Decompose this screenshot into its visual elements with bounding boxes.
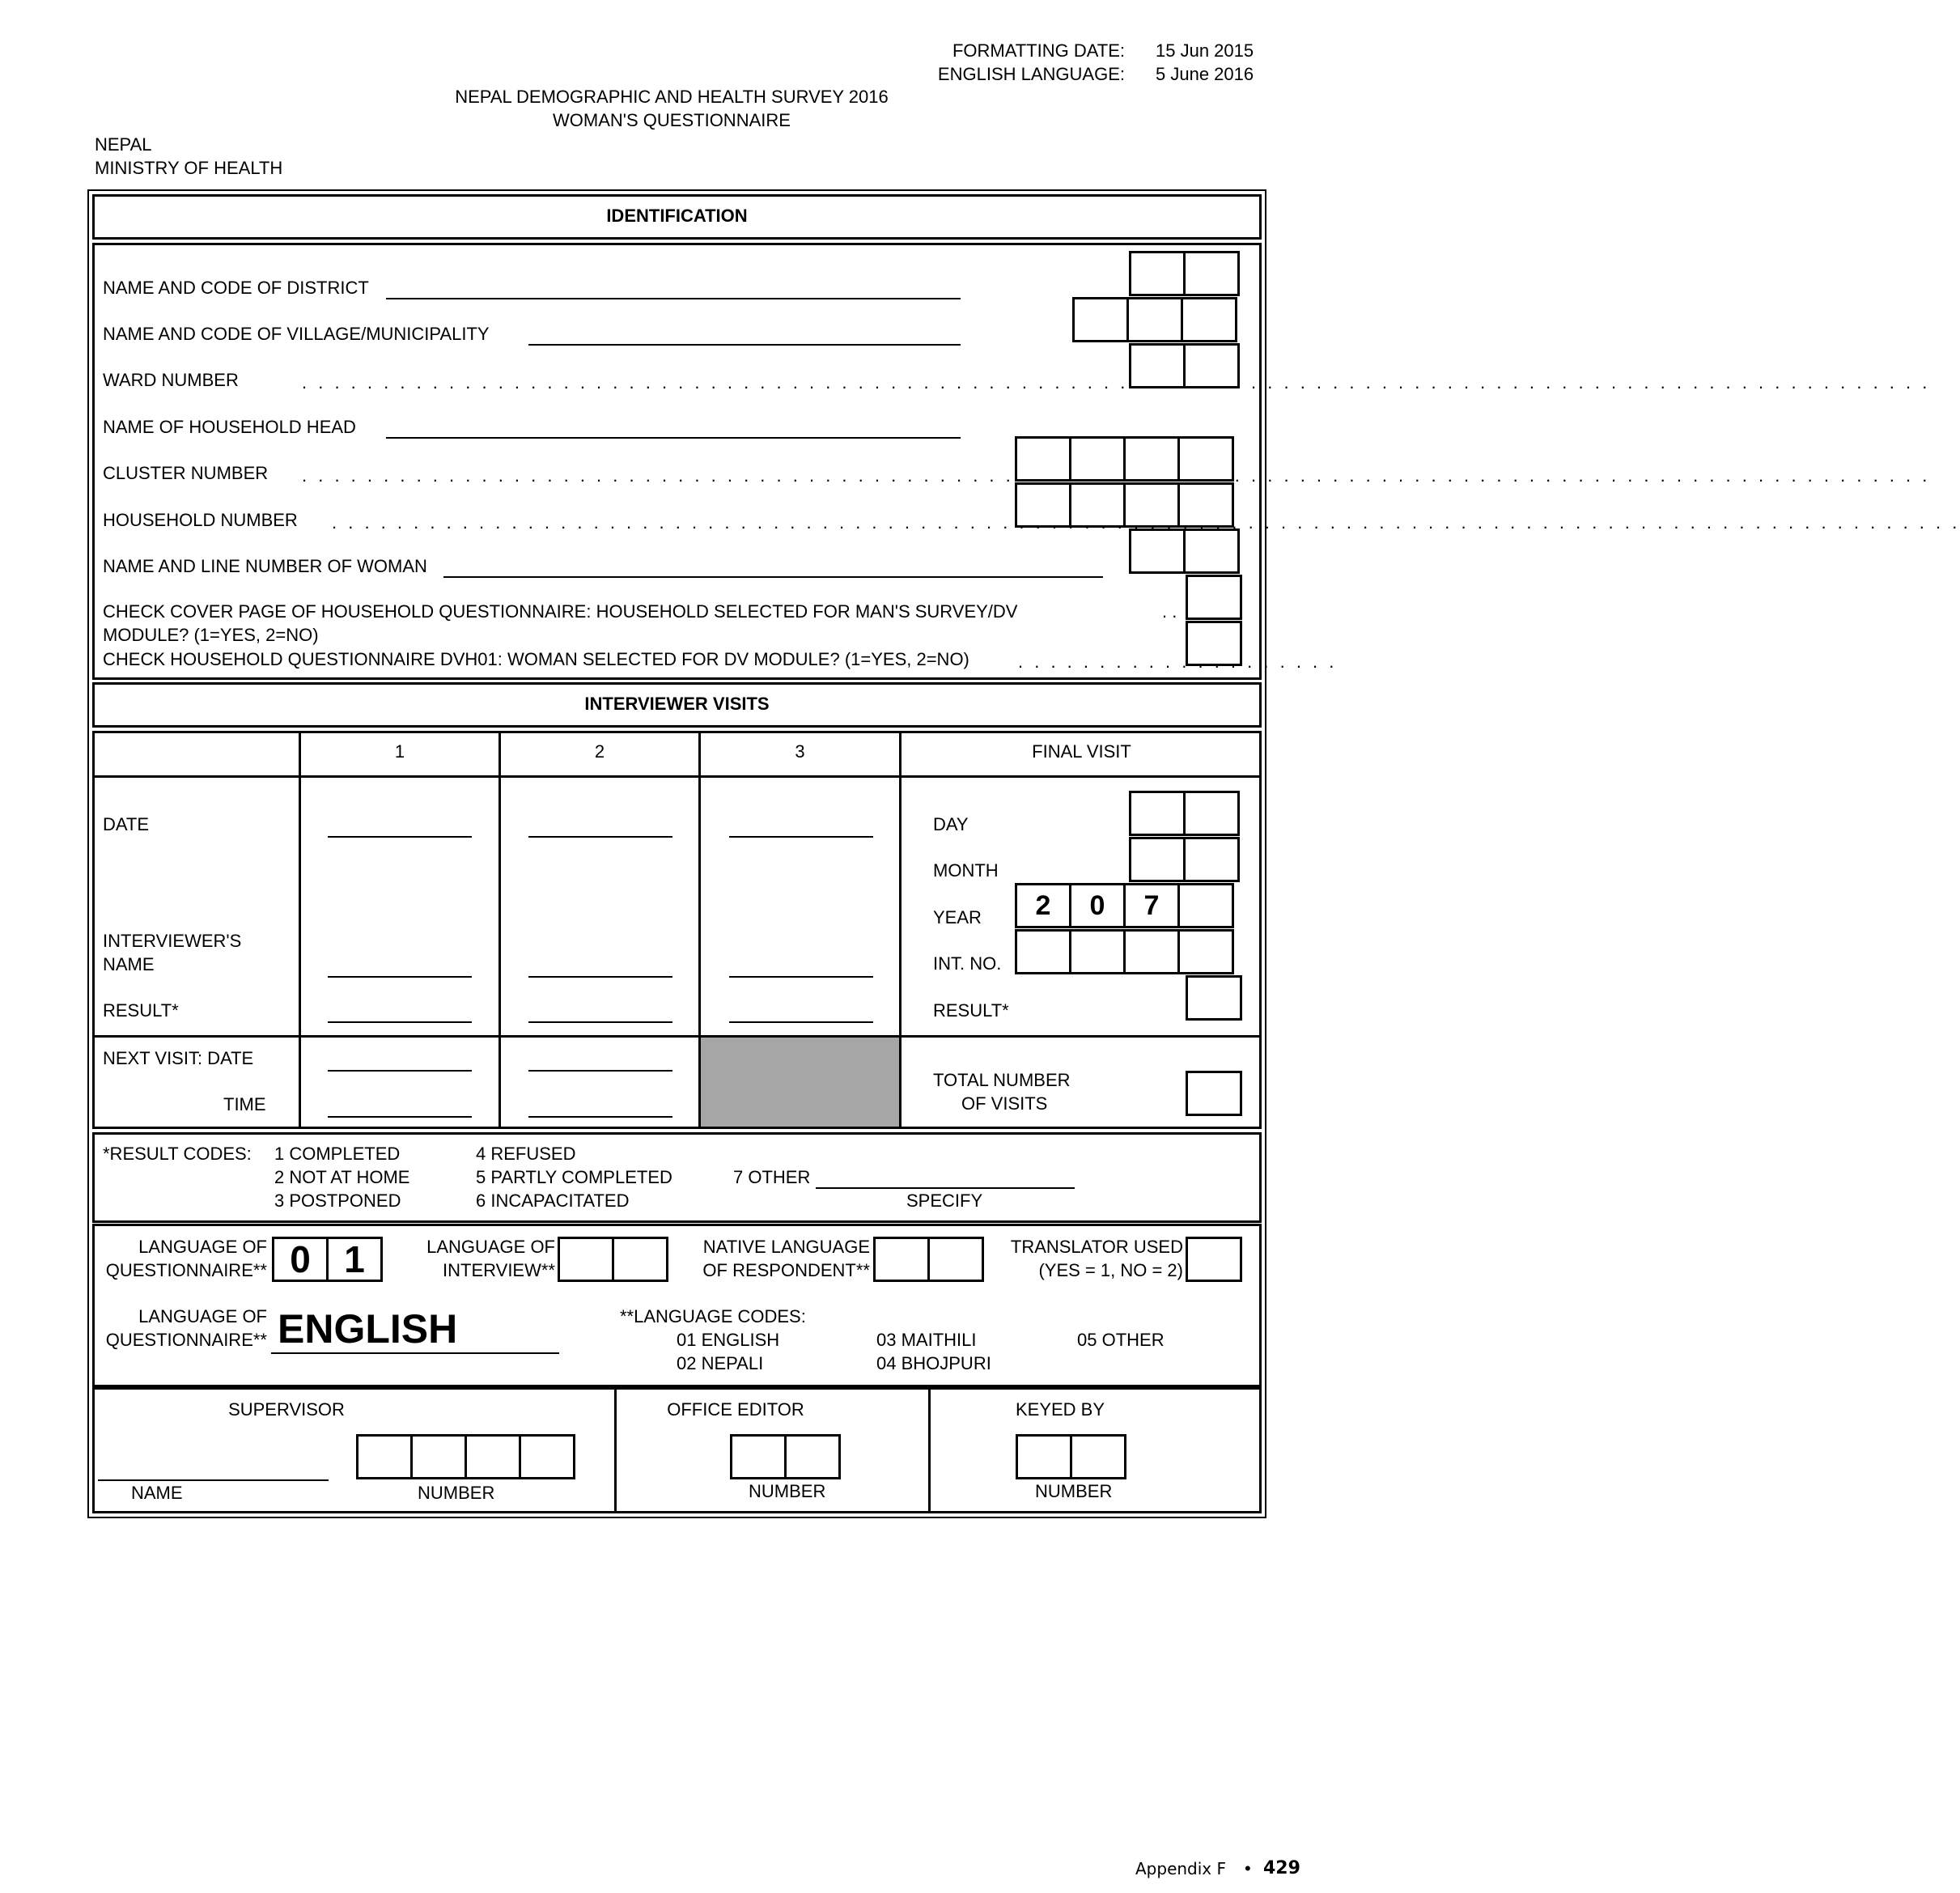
dv-module-selected-box[interactable]: [1186, 621, 1242, 666]
translator-used-label-2: (YES = 1, NO = 2): [1038, 1260, 1183, 1280]
date-label: DATE: [103, 814, 150, 834]
lang-interview-label-2: INTERVIEW**: [443, 1260, 555, 1280]
final-int-no-label: INT. NO.: [933, 953, 1002, 974]
cluster-label: CLUSTER NUMBER: [103, 463, 269, 483]
specify-label: SPECIFY: [906, 1191, 983, 1211]
visit2-interviewer-field[interactable]: [528, 976, 672, 978]
other-specify-field[interactable]: [816, 1187, 1075, 1189]
result-code-2: 2 NOT AT HOME: [274, 1167, 410, 1187]
visit-col-2: 2: [594, 741, 605, 762]
final-month-label: MONTH: [933, 860, 999, 881]
check-dvh01-dot-leader: . . . . . . . . . . . . . . . . . . . .: [1018, 652, 1338, 672]
translator-used-box[interactable]: [1186, 1237, 1242, 1282]
visits-col-divider-4: [899, 731, 902, 1129]
office-editor-number-label: NUMBER: [749, 1481, 826, 1501]
footer-bullet: •: [1245, 1858, 1251, 1878]
lang-questionnaire2-label-2: QUESTIONNAIRE**: [105, 1330, 267, 1350]
page-number: 429: [1263, 1858, 1300, 1878]
final-result-label: RESULT*: [933, 1000, 1009, 1021]
country-name: NEPAL: [95, 134, 152, 155]
result-code-6: 6 INCAPACITATED: [476, 1191, 630, 1211]
household-number-boxes[interactable]: [1015, 482, 1234, 528]
result-code-3: 3 POSTPONED: [274, 1191, 401, 1211]
result-code-1: 1 COMPLETED: [274, 1144, 401, 1164]
language-code-02: 02 NEPALI: [677, 1353, 764, 1373]
ministry-name: MINISTRY OF HEALTH: [95, 158, 283, 178]
final-year-label: YEAR: [933, 907, 982, 927]
language-code-04: 04 BHOJPURI: [876, 1353, 991, 1373]
result-codes-label: *RESULT CODES:: [103, 1144, 252, 1164]
visit3-date-field[interactable]: [729, 836, 873, 838]
keyed-by-label: KEYED BY: [1015, 1399, 1105, 1420]
language-code-01: 01 ENGLISH: [677, 1330, 780, 1350]
next-visit-time-label: TIME: [223, 1094, 266, 1114]
language-code-05: 05 OTHER: [1077, 1330, 1165, 1350]
cluster-dot-leader: . . . . . . . . . . . . . . . . . . . . . . . . . . . . . . . . . . . . . . . . . . . . . . . . . . . . . . . . . . . . . . . . . . . . . . . . . . . . . . . . . . . . . . . . . . . . . . . . . . . .: [302, 465, 1931, 486]
visits-col-divider-2: [498, 731, 501, 1129]
keyed-by-number-label: NUMBER: [1035, 1481, 1113, 1501]
result-code-7: 7 OTHER: [733, 1167, 811, 1187]
visit1-next-time-field[interactable]: [328, 1116, 472, 1118]
total-visits-label-1: TOTAL NUMBER: [933, 1070, 1071, 1090]
visit-col-3: 3: [795, 741, 805, 762]
lang-questionnaire-digit-1: 0: [272, 1237, 329, 1282]
survey-title: NEPAL DEMOGRAPHIC AND HEALTH SURVEY 2016: [455, 87, 889, 107]
lang-interview-label-1: LANGUAGE OF: [426, 1237, 555, 1257]
english-language-date: 5 June 2016: [1156, 64, 1254, 84]
household-label: HOUSEHOLD NUMBER: [103, 510, 298, 530]
result-code-5: 5 PARTLY COMPLETED: [476, 1167, 672, 1187]
village-code-boxes[interactable]: [1072, 297, 1237, 342]
visits-header-divider: [92, 775, 1262, 778]
keyed-by-number-boxes[interactable]: [1016, 1434, 1126, 1479]
appendix-label: Appendix F: [1135, 1859, 1227, 1878]
formatting-date-label: FORMATTING DATE:: [952, 40, 1125, 61]
visit1-next-date-field[interactable]: [328, 1070, 472, 1072]
final-result-box[interactable]: [1186, 975, 1242, 1021]
native-language-label-1: NATIVE LANGUAGE: [702, 1237, 870, 1257]
result-code-4: 4 REFUSED: [476, 1144, 576, 1164]
district-name-field[interactable]: [386, 298, 961, 299]
supervisor-label: SUPERVISOR: [228, 1399, 345, 1420]
total-visits-label-2: OF VISITS: [961, 1093, 1048, 1114]
woman-label: NAME AND LINE NUMBER OF WOMAN: [103, 556, 427, 576]
visit3-result-field[interactable]: [729, 1021, 873, 1023]
visit2-next-date-field[interactable]: [528, 1070, 672, 1072]
check-cover-dots: . .: [1162, 601, 1177, 622]
native-language-code-boxes[interactable]: [873, 1237, 984, 1282]
english-language-label: ENGLISH LANGUAGE:: [937, 64, 1125, 84]
cluster-number-boxes[interactable]: [1015, 436, 1234, 482]
questionnaire-language-underline: [271, 1352, 559, 1354]
visit3-next-visit-shaded: [701, 1038, 899, 1127]
final-year-boxes[interactable]: [1015, 883, 1234, 928]
supervisor-name-field[interactable]: [98, 1479, 329, 1481]
final-visit-header: FINAL VISIT: [1032, 741, 1131, 762]
village-label: NAME AND CODE OF VILLAGE/MUNICIPALITY: [103, 324, 490, 344]
village-name-field[interactable]: [528, 344, 961, 346]
supervisor-number-boxes[interactable]: [356, 1434, 575, 1479]
office-editor-label: OFFICE EDITOR: [667, 1399, 804, 1420]
next-visit-divider: [92, 1035, 1262, 1038]
lang-questionnaire-digit-2: 1: [326, 1237, 383, 1282]
ward-label: WARD NUMBER: [103, 370, 239, 390]
identification-heading: IDENTIFICATION: [606, 206, 748, 226]
lang-questionnaire-label-2: QUESTIONNAIRE**: [105, 1260, 267, 1280]
visit2-date-field[interactable]: [528, 836, 672, 838]
interviewer-name-label-1: INTERVIEWER'S: [103, 931, 242, 951]
office-editor-number-boxes[interactable]: [730, 1434, 841, 1479]
lang-questionnaire-label-1: LANGUAGE OF: [138, 1237, 267, 1257]
native-language-label-2: OF RESPONDENT**: [702, 1260, 870, 1280]
check-cover-line1: CHECK COVER PAGE OF HOUSEHOLD QUESTIONNAIRE: HOUSEHOLD SELECTED FOR MAN'S SURVEY/DV: [103, 601, 1018, 622]
result-label: RESULT*: [103, 1000, 179, 1021]
man-survey-selected-box[interactable]: [1186, 575, 1242, 620]
year-digit-1: 2: [1015, 883, 1071, 928]
year-digit-2: 0: [1069, 883, 1126, 928]
supervisor-name-label: NAME: [131, 1483, 183, 1503]
result-codes-section: [92, 1132, 1262, 1223]
total-visits-box[interactable]: [1186, 1071, 1242, 1116]
lang-questionnaire2-label-1: LANGUAGE OF: [138, 1306, 267, 1326]
woman-line-number-boxes[interactable]: [1129, 528, 1240, 574]
final-month-boxes[interactable]: [1129, 837, 1240, 882]
supervisor-number-label: NUMBER: [418, 1483, 495, 1503]
district-label: NAME AND CODE OF DISTRICT: [103, 278, 369, 298]
language-code-03: 03 MAITHILI: [876, 1330, 977, 1350]
check-dvh01-label: CHECK HOUSEHOLD QUESTIONNAIRE DVH01: WOMAN SELECTED FOR DV MODULE? (1=YES, 2=NO): [103, 649, 969, 669]
year-digit-4[interactable]: [1177, 883, 1234, 928]
language-codes-label: **LANGUAGE CODES:: [620, 1306, 806, 1326]
visits-col-divider-1: [299, 731, 301, 1129]
household-dot-leader: . . . . . . . . . . . . . . . . . . . . . . . . . . . . . . . . . . . . . . . . . . . . . . . . . . . . . . . . . . . . . . . . . . . . . . . . . . . . . . . . . . . . . . . . . . . . . . . . . . . .: [332, 512, 1960, 533]
final-int-no-boxes[interactable]: [1015, 929, 1234, 974]
ward-dot-leader: . . . . . . . . . . . . . . . . . . . . . . . . . . . . . . . . . . . . . . . . . . . . . . . . . . . . . . . . . . . . . . . . . . . . . . . . . . . . . . . . . . . . . . . . . . . . . . . . . . . .: [302, 372, 1931, 393]
ward-number-boxes[interactable]: [1129, 343, 1240, 388]
visit1-date-field[interactable]: [328, 836, 472, 838]
translator-used-label-1: TRANSLATOR USED: [1010, 1237, 1183, 1257]
district-code-boxes[interactable]: [1129, 251, 1240, 296]
formatting-date: 15 Jun 2015: [1156, 40, 1254, 61]
next-visit-date-label: NEXT VISIT: DATE: [103, 1048, 254, 1068]
visit1-result-field[interactable]: [328, 1021, 472, 1023]
questionnaire-language-value: ENGLISH: [278, 1306, 458, 1352]
final-day-label: DAY: [933, 814, 969, 834]
interviewer-name-label-2: NAME: [103, 954, 155, 974]
visit2-result-field[interactable]: [528, 1021, 672, 1023]
lang-questionnaire-code-boxes: [272, 1237, 383, 1282]
woman-name-field[interactable]: [443, 576, 1103, 578]
household-head-label: NAME OF HOUSEHOLD HEAD: [103, 417, 356, 437]
household-head-field[interactable]: [386, 437, 961, 439]
year-digit-3: 7: [1123, 883, 1180, 928]
lang-interview-code-boxes[interactable]: [558, 1237, 668, 1282]
visit1-interviewer-field[interactable]: [328, 976, 472, 978]
final-day-boxes[interactable]: [1129, 791, 1240, 836]
visit-col-1: 1: [394, 741, 405, 762]
questionnaire-title: WOMAN'S QUESTIONNAIRE: [553, 110, 791, 130]
visit3-interviewer-field[interactable]: [729, 976, 873, 978]
visits-heading: INTERVIEWER VISITS: [584, 694, 770, 714]
check-cover-line2: MODULE? (1=YES, 2=NO): [103, 625, 319, 645]
visit2-next-time-field[interactable]: [528, 1116, 672, 1118]
